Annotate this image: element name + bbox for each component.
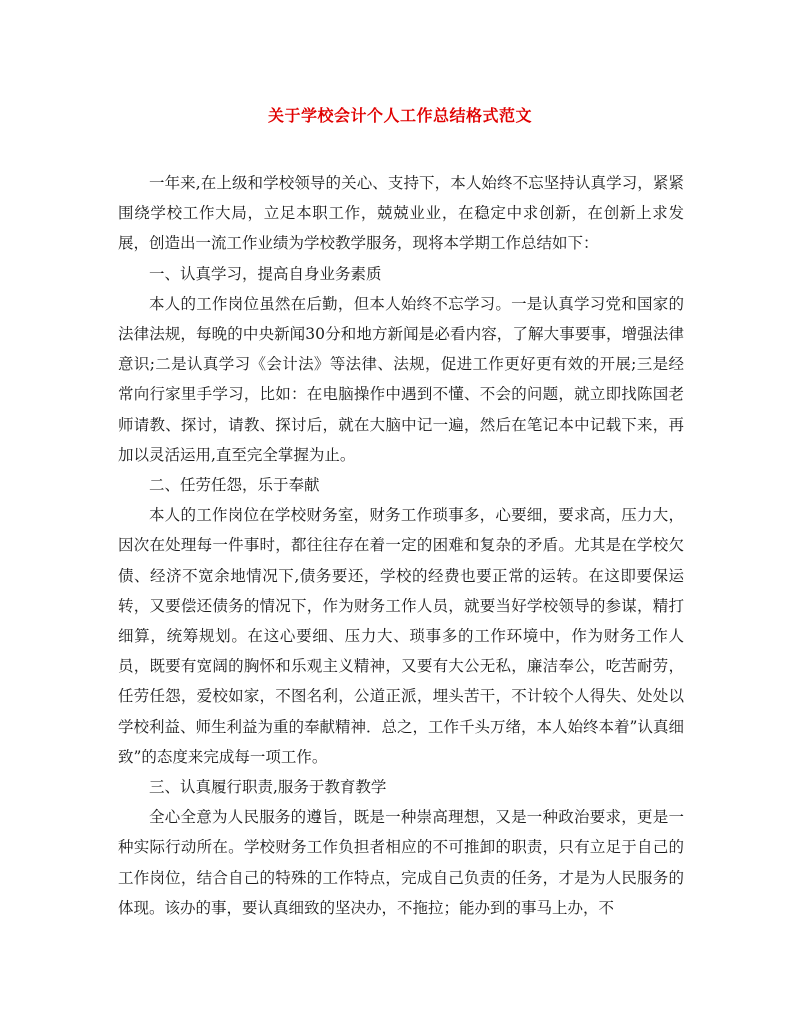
intro-paragraph: 一年来,在上级和学校领导的关心、支持下，本人始终不忘坚持认真学习，紧紧围绕学校工作大局，立足本职工作，兢兢业业，在稳定中求创新，在创新上求发展，创造出一流工作业绩为学校教学服务，现将本学期工作总结如下： bbox=[118, 174, 684, 253]
section-3-paragraph: 全心全意为人民服务的遵旨，既是一种崇高理想，又是一种政治要求，更是一种实际行动所在。学校财务工作负担者相应的不可推卸的职责，只有立足于自己的工作岗位，结合自己的特殊的工作特点，完成自己负责的任务，才是为人民服务的体现。该办的事，要认真细致的坚决办，不拖拉；能办到的事马上办，不 bbox=[118, 808, 684, 917]
section-2-paragraph: 本人的工作岗位在学校财务室，财务工作琐事多，心要细，要求高，压力大，因次在处理每一件事时，都往往存在着一定的困难和复杂的矛盾。尤其是在学校欠债、经济不宽余地情况下,债务要还，学校的经费也要正常的运转。在这即要保运转，又要偿还债务的情况下，作为财务工作人员，就要当好学校领导的参谋，精打细算，统筹规划。在这心要细、压力大、琐事多的工作环境中，作为财务工作人员，既要有宽阔的胸怀和乐观主义精神，又要有大公无私，廉洁奉公，吃苦耐劳，任劳任怨，爱校如家，不图名利，公道正派，埋头苦干，不计较个人得失、处处以学校利益、师生利益为重的奉献精神．总之，工作千头万绪，本人始终本着”认真细致”的态度来完成每一项工作。 bbox=[118, 506, 684, 766]
section-1-paragraph: 本人的工作岗位虽然在后勤，但本人始终不忘学习。一是认真学习党和国家的法律法规，每晚的中央新闻30分和地方新闻是必看内容，了解大事要事，增强法律意识;二是认真学习《会计法》等法律、法规，促进工作更好更有效的开展;三是经常向行家里手学习，比如：在电脑操作中遇到不懂、不会的问题，就立即找陈国老师请教、探讨，请教、探讨后，就在大脑中记一遍，然后在笔记本中记载下来，再加以灵活运用,直至完全掌握为止。 bbox=[118, 294, 684, 464]
section-3-heading: 三、认真履行职责,服务于教育教学 bbox=[149, 778, 387, 797]
section-1-heading: 一、认真学习，提高自身业务素质 bbox=[149, 264, 382, 283]
section-2-heading: 二、任劳任怨，乐于奉献 bbox=[149, 476, 320, 495]
document-title: 关于学校会计个人工作总结格式范文 bbox=[267, 106, 532, 125]
document-body bbox=[118, 168, 684, 923]
